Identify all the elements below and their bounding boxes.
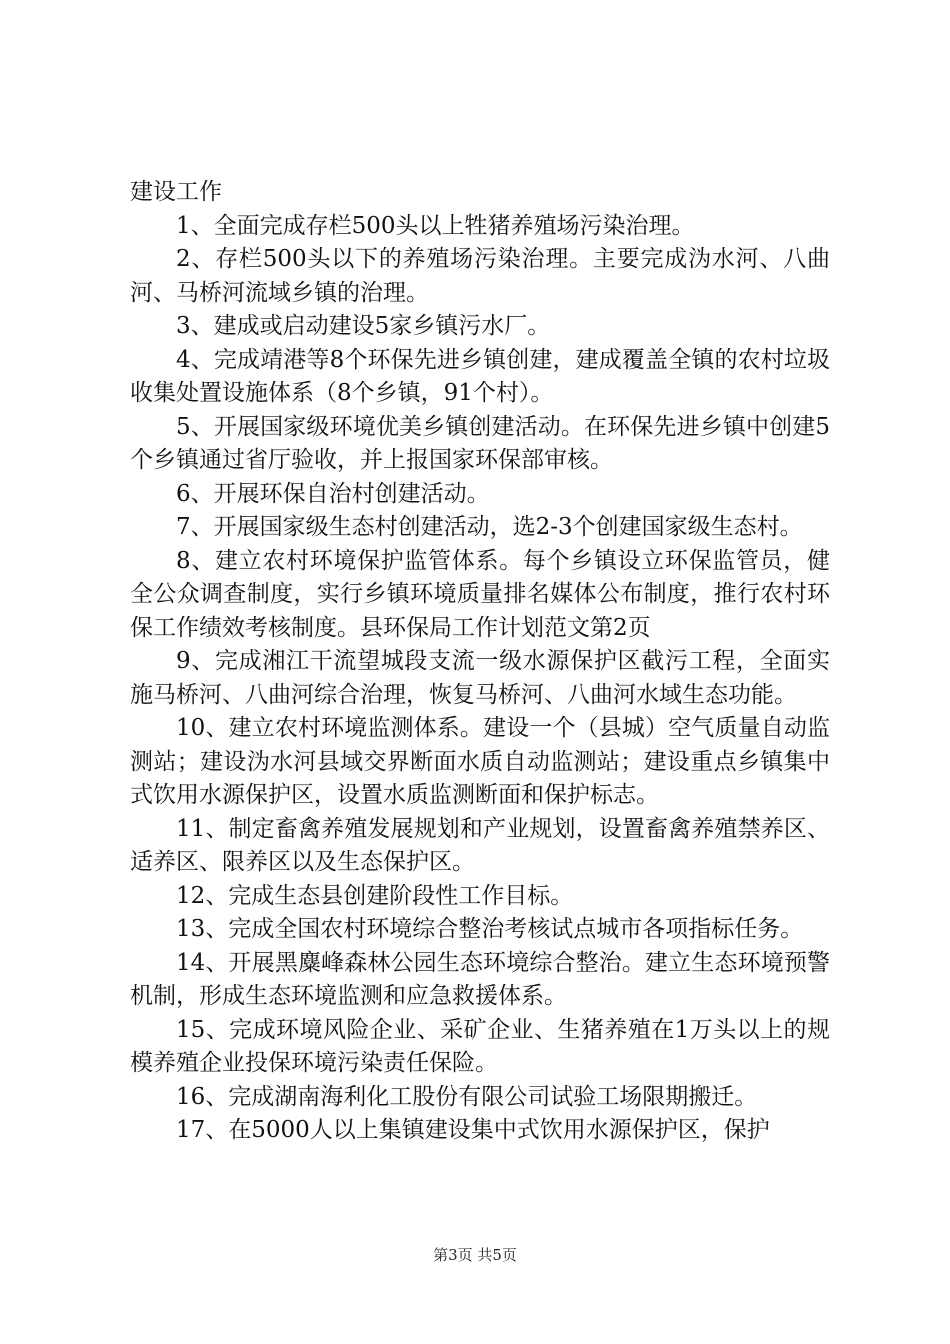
- list-item-3: 3、建成或启动建设5家乡镇污水厂。: [176, 313, 551, 339]
- list-item-9: 9、完成湘江干流望城段支流一级水源保护区截污工程，全面实施马桥河、八曲河综合治理，恢复马桥河、八曲河水域生态功能。: [130, 648, 830, 708]
- list-item-2: 2、存栏500头以下的养殖场污染治理。主要完成沩水河、八曲河、马桥河流域乡镇的治理。: [130, 246, 830, 306]
- list-item-8: 8、建立农村环境保护监管体系。每个乡镇设立环保监管员，健全公众调查制度，实行乡镇环境质量排名媒体公布制度，推行农村环保工作绩效考核制度。县环保局工作计划范文第2页: [130, 547, 830, 641]
- list-item-1: 1、全面完成存栏500头以上牲猪养殖场污染治理。: [176, 212, 695, 239]
- lead-line: 建设工作: [130, 179, 222, 205]
- page-footer: [0, 1244, 950, 1265]
- document-body: [130, 176, 830, 1148]
- list-item-12: 12、完成生态县创建阶段性工作目标。: [176, 882, 574, 909]
- list-item-13: 13、完成全国农村环境综合整治考核试点城市各项指标任务。: [176, 916, 804, 942]
- list-item-6: 6、开展环保自治村创建活动。: [176, 480, 490, 507]
- list-item-4: 4、完成靖港等8个环保先进乡镇创建，建成覆盖全镇的农村垃圾收集处置设施体系（8个乡镇，91个村）。: [130, 346, 830, 406]
- list-item-15: 15、完成环境风险企业、采矿企业、生猪养殖在1万头以上的规模养殖企业投保环境污染责任保险。: [130, 1016, 830, 1076]
- list-item-5: 5、开展国家级环境优美乡镇创建活动。在环保先进乡镇中创建5个乡镇通过省厅验收，并上报国家环保部审核。: [130, 413, 830, 473]
- page-number: 第3页 共5页: [433, 1246, 517, 1264]
- list-item-10: 10、建立农村环境监测体系。建设一个（县城）空气质量自动监测站；建设沩水河县域交界断面水质自动监测站；建设重点乡镇集中式饮用水源保护区，设置水质监测断面和保护标志。: [130, 715, 830, 808]
- list-item-17: 17、在5000人以上集镇建设集中式饮用水源保护区，保护: [176, 1117, 770, 1143]
- list-item-16: 16、完成湖南海利化工股份有限公司试验工场限期搬迁。: [176, 1083, 758, 1110]
- list-item-11: 11、制定畜禽养殖发展规划和产业规划，设置畜禽养殖禁养区、适养区、限养区以及生态保护区。: [130, 815, 830, 875]
- list-item-14: 14、开展黑麋峰森林公园生态环境综合整治。建立生态环境预警机制，形成生态环境监测和应急救援体系。: [130, 949, 830, 1009]
- list-item-7: 7、开展国家级生态村创建活动，选2-3个创建国家级生态村。: [176, 514, 803, 540]
